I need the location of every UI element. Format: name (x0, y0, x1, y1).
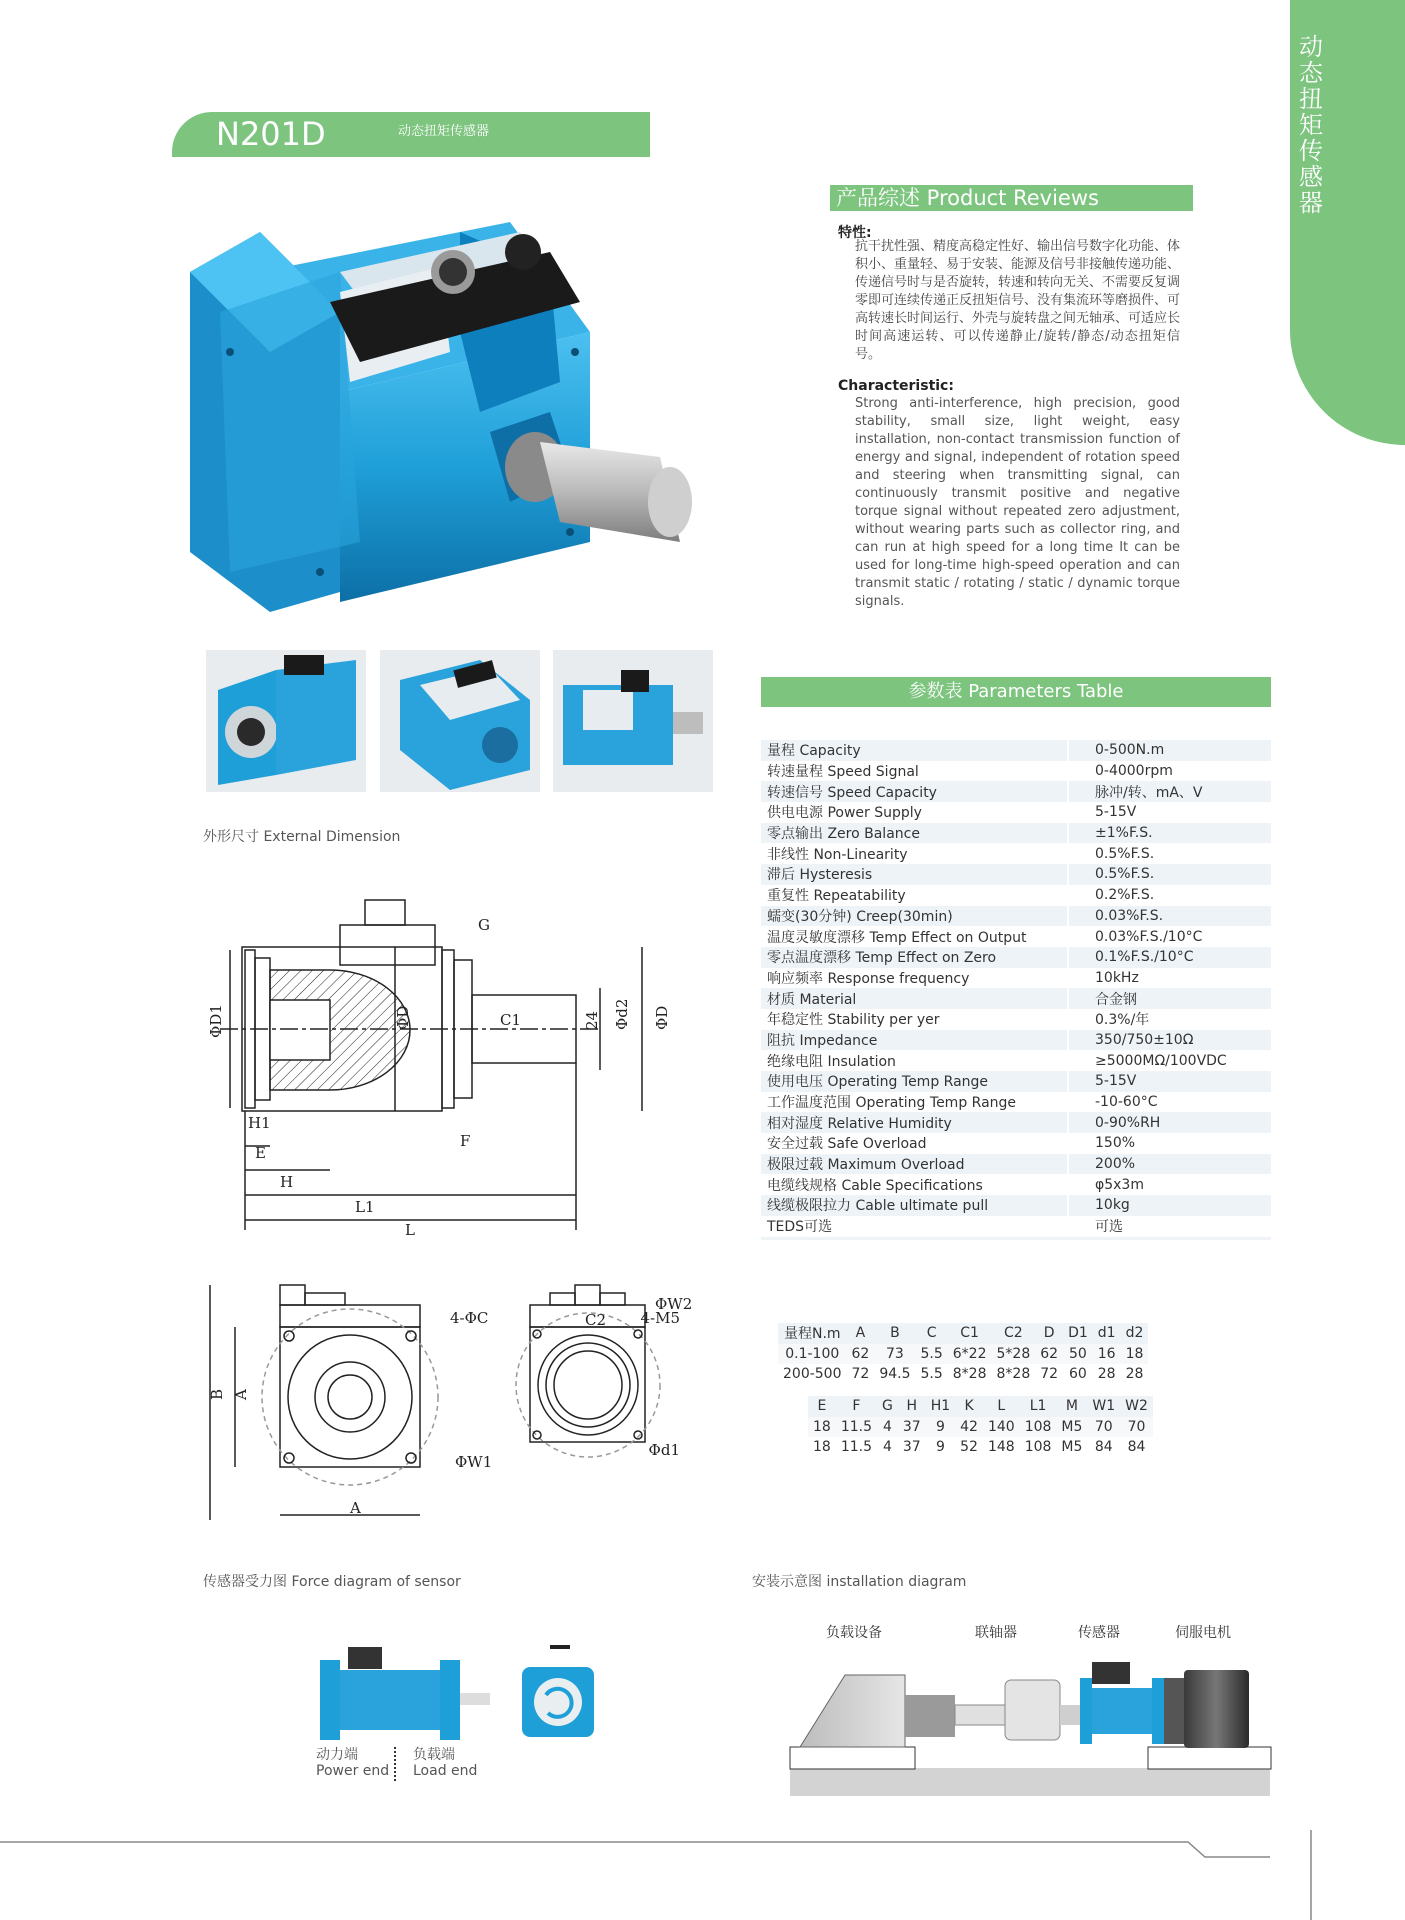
svg-text:ΦW2: ΦW2 (655, 1295, 693, 1313)
dimension-header: d2 (1121, 1323, 1149, 1344)
svg-text:ΦW1: ΦW1 (455, 1453, 493, 1471)
dimension-cell: 18 (813, 1439, 831, 1456)
parameter-row (761, 1112, 1271, 1133)
svg-text:Φd1: Φd1 (648, 1441, 680, 1459)
dimension-header: C1 (948, 1323, 992, 1344)
parameter-value: 10kHz (1068, 968, 1271, 989)
power-end-en: Power end (316, 1763, 390, 1779)
dimension-cell: 72 (1040, 1366, 1059, 1383)
dimension-header: L1 (1020, 1396, 1057, 1417)
svg-text:4-M5: 4-M5 (640, 1309, 680, 1327)
parameter-label: 年稳定性 Stability per yer (767, 1012, 940, 1029)
parameter-value: 0-90%RH (1068, 1112, 1271, 1133)
dimension-cell: 11.5 (840, 1439, 872, 1456)
dimension-cell: 200-500 (783, 1366, 842, 1383)
parameter-row (761, 1154, 1271, 1175)
dimension-header: C2 (992, 1323, 1036, 1344)
parameter-value: φ5x3m (1068, 1174, 1271, 1195)
dimension-header: W2 (1120, 1396, 1153, 1417)
parameter-row (761, 947, 1271, 968)
end-view-drawing (205, 1275, 693, 1535)
dimension-cell: 9 (935, 1439, 945, 1456)
parameter-value: -10-60°C (1068, 1092, 1271, 1113)
parameter-value: 10kg (1068, 1195, 1271, 1216)
parameter-label: 零点输出 Zero Balance (761, 823, 1068, 844)
dimension-header: K (955, 1396, 983, 1417)
parameter-label: 滞后 Hysteresis (761, 864, 1068, 885)
parameter-row (761, 802, 1271, 823)
parameter-row (761, 968, 1271, 989)
dimension-header: C (916, 1323, 948, 1344)
svg-text:C2: C2 (585, 1311, 607, 1329)
dimension-row (778, 1364, 1148, 1385)
parameter-row (761, 761, 1271, 782)
parameter-row (761, 740, 1271, 761)
power-end-label (316, 1747, 389, 1779)
model-title: N201D (216, 115, 326, 153)
dimension-row (778, 1344, 1148, 1365)
dimension-cell: 60 (1068, 1366, 1087, 1383)
parameter-label: 量程 Capacity (761, 740, 1068, 761)
parameter-label: 温度灵敏度漂移 Temp Effect on Output (767, 929, 1027, 946)
dimension-header: G (877, 1396, 898, 1417)
parameter-label: 阻抗 Impedance (761, 1030, 1068, 1051)
dimension-header-row (778, 1323, 1148, 1344)
product-thumbnail (380, 650, 540, 792)
dimension-cell: 72 (851, 1366, 870, 1383)
dimension-cell: 5*28 (992, 1344, 1036, 1365)
dimension-table-2 (808, 1396, 1153, 1458)
dimension-cell: 42 (955, 1417, 983, 1438)
parameter-value: ≥5000MΩ/100VDC (1068, 1050, 1271, 1071)
svg-text:ΦD: ΦD (394, 1005, 412, 1030)
dimension-header: D1 (1063, 1323, 1093, 1344)
features-text: 抗干扰性强、精度高稳定性好、输出信号数字化功能、体积小、重量轻、易于安装、能源及信号非接触传递功能、传递信号时与是否旋转，转速和转向无关、不需要反复调零即可连续传递正反扭矩信号、没有集流环等磨损件、可高转速长时间运行、外壳与旋转盘之间无轴承、可适应长时间高速运转、可以传递静止/旋转/静态/动态扭矩信号。 (855, 239, 1181, 362)
load-end-en: Load end (413, 1763, 478, 1779)
dimension-cell: M5 (1061, 1439, 1083, 1456)
parameter-label: 零点温度漂移 Temp Effect on Zero (761, 947, 1068, 968)
dimension-cell: 5.5 (920, 1366, 943, 1383)
dimension-header: M (1056, 1396, 1087, 1417)
dimension-cell: 18 (808, 1417, 836, 1438)
parameter-label: 相对湿度 Relative Humidity (761, 1112, 1068, 1133)
model-subtitle: 动态扭矩传感器 (398, 124, 490, 139)
label-load-device: 负载设备 (826, 1625, 882, 1641)
parameter-value: 可选 (1068, 1216, 1271, 1238)
svg-text:H1: H1 (248, 1114, 271, 1132)
parameter-label: TEDS可选 (767, 1219, 833, 1236)
dimension-cell: 5.5 (916, 1344, 948, 1365)
installation-diagram-title: 安装示意图 installation diagram (752, 1574, 967, 1590)
parameter-value: 150% (1068, 1133, 1271, 1154)
parameter-label: 重复性 Repeatability (767, 888, 906, 905)
parameter-label: 使用电压 Operating Temp Range (761, 1071, 1068, 1092)
parameter-row (761, 823, 1271, 844)
load-end-cn: 负载端 (413, 1747, 455, 1763)
installation-diagram (785, 1650, 1275, 1800)
dimension-row (808, 1437, 1153, 1458)
svg-text:24: 24 (583, 1010, 601, 1030)
label-servo-motor: 伺服电机 (1175, 1625, 1231, 1641)
svg-text:4-ΦC: 4-ΦC (450, 1309, 489, 1327)
parameter-row (761, 1133, 1271, 1154)
svg-text:C1: C1 (500, 1011, 522, 1029)
dimension-cell: 37 (898, 1417, 926, 1438)
dimension-cell: 148 (987, 1439, 1015, 1456)
svg-text:ΦD: ΦD (653, 1005, 671, 1030)
svg-text:H: H (280, 1173, 294, 1191)
divider (394, 1747, 396, 1781)
characteristic-text: Strong anti-interference, high precision, good stability, small size, light weight, easy installation, non-contact transmission function of energy and signal, independent of rotation speed and steering when transmitting signal, can continuously transmit positive and negative torque signal without repeated zero adjustment, without wearing parts such as collector ring, and can run at high speed for a long time It can be used for long-time high-speed operation and can transmit static / rotating / static / dynamic torque signals. (855, 396, 1180, 609)
dimension-cell: 84 (1094, 1439, 1113, 1456)
parameter-label: 线缆极限拉力 Cable ultimate pull (761, 1195, 1068, 1216)
dimension-cell: 16 (1093, 1344, 1121, 1365)
parameter-label: 响应频率 Response frequency (767, 970, 970, 987)
force-diagram-title: 传感器受力图 Force diagram of sensor (203, 1574, 461, 1590)
parameter-value: 0.5%F.S. (1068, 843, 1271, 864)
dimension-cell: 37 (902, 1439, 921, 1456)
overview-heading: 产品综述 Product Reviews (830, 185, 1193, 211)
dimension-header: H (898, 1396, 926, 1417)
parameter-value: 5-15V (1068, 1071, 1271, 1092)
parameter-value: 0.3%/年 (1068, 1009, 1271, 1030)
dimension-cell: 8*28 (996, 1366, 1031, 1383)
parameter-row (761, 1216, 1271, 1238)
dimension-header: L (983, 1396, 1020, 1417)
dimension-header: H1 (926, 1396, 955, 1417)
parameter-row (761, 1071, 1271, 1092)
parameter-row (761, 1030, 1271, 1051)
dimension-cell: 8*28 (952, 1366, 987, 1383)
load-end-label (413, 1747, 477, 1779)
parameter-label: 安全过载 Safe Overload (767, 1136, 927, 1153)
dimension-header: F (836, 1396, 877, 1417)
side-category-label: 动态扭矩传感器 (1299, 33, 1323, 217)
parameter-row (761, 864, 1271, 885)
force-diagram (310, 1635, 610, 1745)
parameter-value: 0.1%F.S./10°C (1068, 947, 1271, 968)
label-coupling: 联轴器 (975, 1625, 1017, 1641)
dimension-cell: 84 (1127, 1439, 1146, 1456)
dimension-cell: 0.1-100 (778, 1344, 847, 1365)
dimension-cell: 18 (1121, 1344, 1149, 1365)
parameter-value: 0.03%F.S./10°C (1068, 926, 1271, 947)
dimension-cell: 4 (882, 1439, 892, 1456)
parameter-value: 合金钢 (1068, 988, 1271, 1009)
svg-text:L1: L1 (355, 1198, 375, 1216)
dimension-header: W1 (1087, 1396, 1120, 1417)
parameters-heading: 参数表 Parameters Table (761, 677, 1271, 707)
dimension-cell: 11.5 (836, 1417, 877, 1438)
parameter-label: 极限过载 Maximum Overload (761, 1154, 1068, 1175)
parameter-row (761, 843, 1271, 864)
dimension-cell: 6*22 (948, 1344, 992, 1365)
external-dimension-title: 外形尺寸 External Dimension (203, 829, 401, 845)
dimension-cell: 70 (1120, 1417, 1153, 1438)
dimension-header: 量程N.m (778, 1323, 847, 1344)
parameters-table (761, 740, 1271, 1240)
dimension-cell: 9 (926, 1417, 955, 1438)
dimension-header: d1 (1093, 1323, 1121, 1344)
dimension-row (808, 1417, 1153, 1438)
dimension-cell: 52 (960, 1439, 978, 1456)
parameter-row (761, 1195, 1271, 1216)
product-thumbnail (206, 650, 366, 792)
dimension-cell: 62 (847, 1344, 875, 1365)
dimension-cell: M5 (1056, 1417, 1087, 1438)
product-thumbnail (553, 650, 713, 792)
dimension-table-1 (778, 1323, 1148, 1385)
parameter-row (761, 1174, 1271, 1195)
parameter-value: 0.2%F.S. (1068, 885, 1271, 906)
dimension-cell: 73 (874, 1344, 915, 1365)
svg-text:L: L (405, 1221, 415, 1239)
features-title: 特性: (838, 225, 872, 241)
parameter-label: 转速量程 Speed Signal (767, 764, 919, 781)
parameter-row (761, 926, 1271, 947)
parameter-label: 材质 Material (761, 988, 1068, 1009)
dimension-cell: 108 (1024, 1439, 1052, 1456)
dimension-cell: 62 (1035, 1344, 1063, 1365)
parameter-label: 转速信号 Speed Capacity (761, 781, 1068, 802)
parameter-value: 脉冲/转、mA、V (1068, 781, 1271, 802)
parameter-label: 非线性 Non-Linearity (767, 846, 908, 863)
dim-label: ΦD1 (207, 1004, 225, 1038)
parameter-row (761, 1092, 1271, 1113)
characteristic-title: Characteristic: (838, 378, 954, 394)
parameter-label: 工作温度范围 Operating Temp Range (767, 1095, 1017, 1112)
dimension-header: B (874, 1323, 915, 1344)
parameter-row (761, 1009, 1271, 1030)
parameter-value: 200% (1068, 1154, 1271, 1175)
parameter-label: 电缆线规格 Cable Specifications (767, 1177, 983, 1194)
parameter-label: 蠕变(30分钟) Creep(30min) (761, 906, 1068, 927)
parameter-label: 供电电源 Power Supply (767, 805, 922, 822)
dimension-cell: 28 (1125, 1366, 1144, 1383)
parameter-row (761, 988, 1271, 1009)
footer-line (0, 1830, 1405, 1920)
parameter-row (761, 906, 1271, 927)
parameter-value: 0.03%F.S. (1068, 906, 1271, 927)
dimension-cell: 50 (1063, 1344, 1093, 1365)
parameter-row (761, 1050, 1271, 1071)
dimension-header: A (847, 1323, 875, 1344)
parameter-value: 0-4000rpm (1068, 761, 1271, 782)
svg-text:F: F (460, 1132, 471, 1150)
dimension-cell: 4 (877, 1417, 898, 1438)
parameter-value: 5-15V (1068, 802, 1271, 823)
dimension-header-row (808, 1396, 1153, 1417)
dimension-cell: 108 (1020, 1417, 1057, 1438)
parameter-value: 0.5%F.S. (1068, 864, 1271, 885)
dimension-cell: 140 (983, 1417, 1020, 1438)
product-photo (190, 212, 710, 612)
dimension-cell: 70 (1087, 1417, 1120, 1438)
dimension-cell: 94.5 (879, 1366, 911, 1383)
power-end-cn: 动力端 (316, 1747, 358, 1763)
parameter-value: ±1%F.S. (1068, 823, 1271, 844)
parameter-value: 0-500N.m (1068, 740, 1271, 761)
dimension-cell: 28 (1097, 1366, 1116, 1383)
svg-text:B: B (208, 1388, 226, 1400)
parameter-row (761, 781, 1271, 802)
parameter-value: 350/750±10Ω (1068, 1030, 1271, 1051)
parameter-row (761, 885, 1271, 906)
svg-text:A: A (350, 1499, 361, 1517)
label-sensor: 传感器 (1078, 1625, 1120, 1641)
side-dimension-drawing (200, 890, 680, 1250)
svg-text:Φd2: Φd2 (613, 998, 631, 1030)
svg-text:A: A (232, 1389, 250, 1400)
svg-text:E: E (255, 1144, 266, 1162)
dimension-header: D (1035, 1323, 1063, 1344)
svg-text:G: G (478, 916, 490, 934)
dimension-header: E (808, 1396, 836, 1417)
parameter-label: 绝缘电阻 Insulation (767, 1053, 896, 1070)
